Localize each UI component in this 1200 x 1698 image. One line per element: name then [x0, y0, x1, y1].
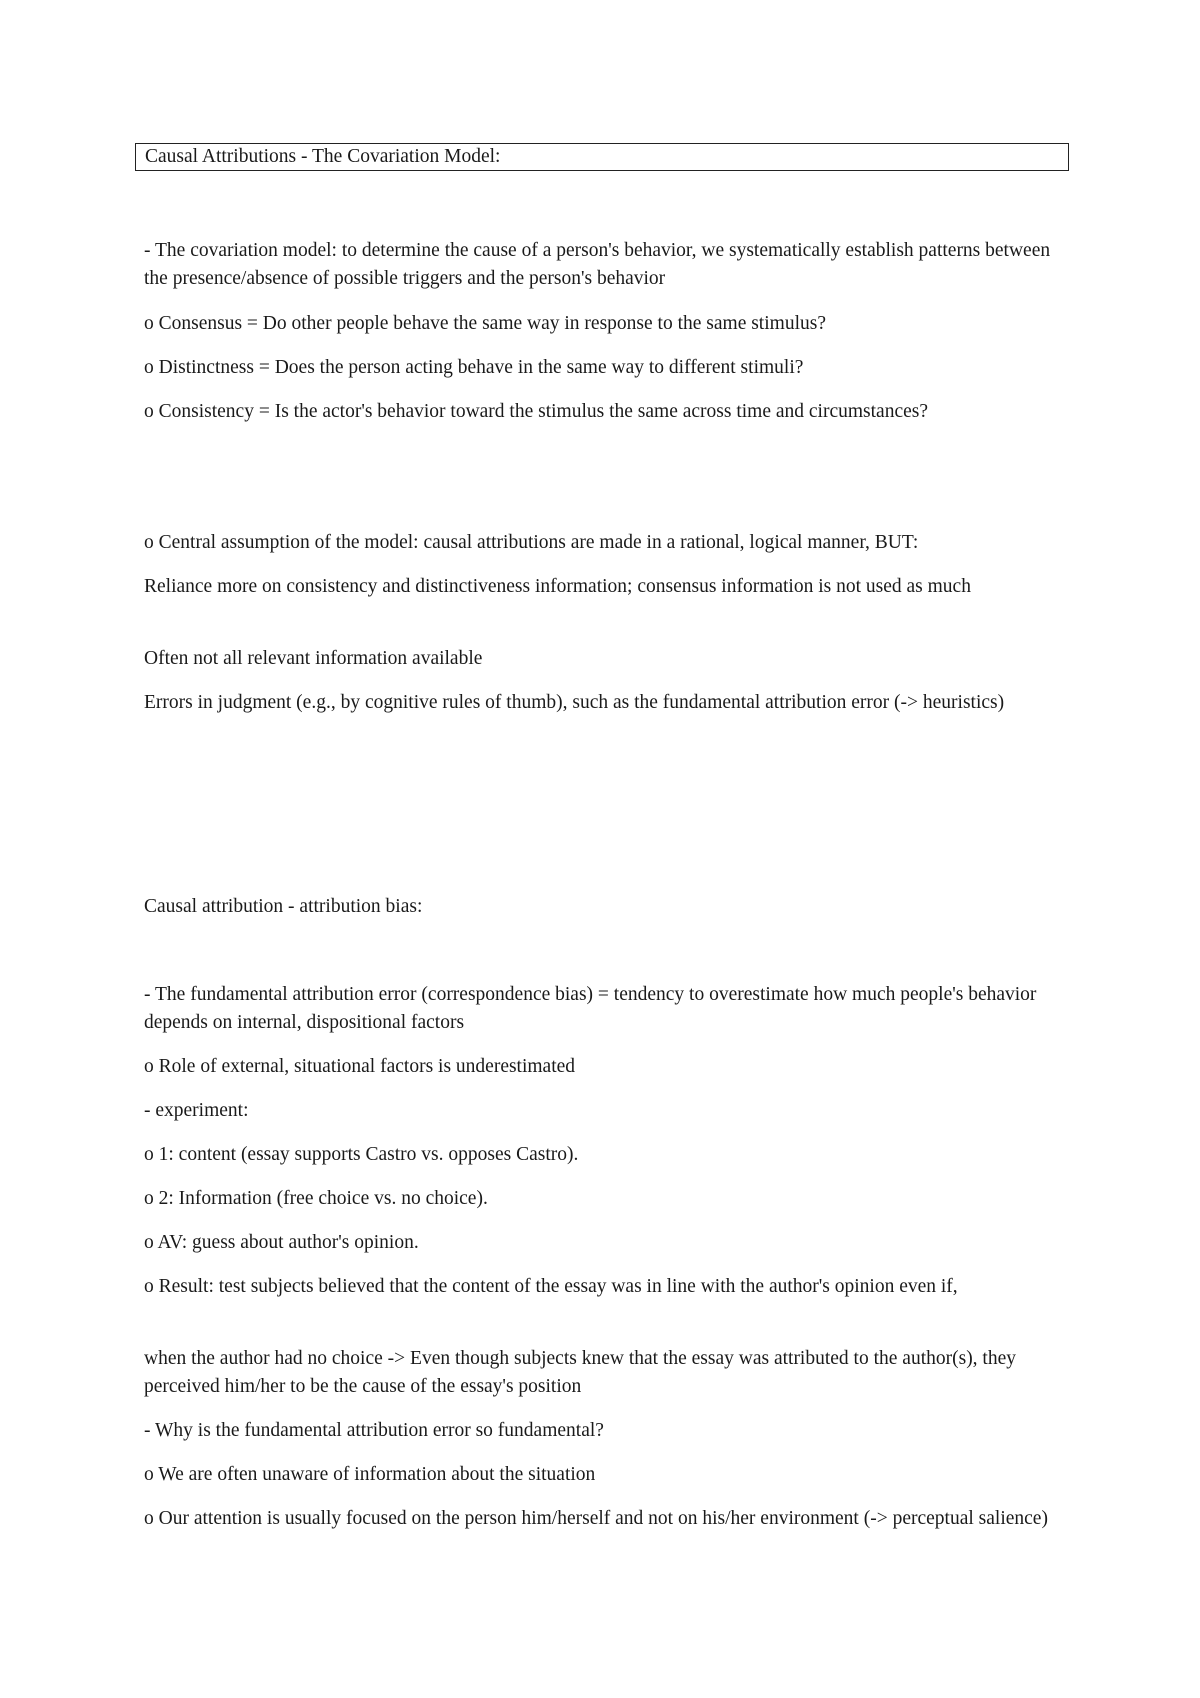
paragraph-fundamental-error: - The fundamental attribution error (correspondence bias) = tendency to overestimate how much people's behavior depends on internal, dispositional factors	[144, 984, 1037, 1033]
paragraph-consistency: o Consistency = Is the actor's behavior toward the stimulus the same across time and circumstances?	[144, 401, 929, 422]
paragraph-no-choice: when the author had no choice -> Even though subjects knew that the essay was attributed to the author(s), they perceived him/her to be the cause of the essay's position	[144, 1348, 1017, 1397]
paragraph-information: o 2: Information (free choice vs. no choice).	[144, 1188, 488, 1209]
section-heading-attribution-bias: Causal attribution - attribution bias:	[144, 896, 423, 917]
paragraph-result: o Result: test subjects believed that the content of the essay was in line with the author's opinion even if,	[144, 1276, 958, 1297]
paragraph-not-all-info: Often not all relevant information available	[144, 648, 483, 669]
paragraph-distinctness: o Distinctness = Does the person acting behave in the same way to different stimuli?	[144, 357, 804, 378]
paragraph-av: o AV: guess about author's opinion.	[144, 1232, 419, 1253]
paragraph-role-external: o Role of external, situational factors is underestimated	[144, 1056, 576, 1077]
paragraph-why-fundamental: - Why is the fundamental attribution error so fundamental?	[144, 1420, 604, 1441]
paragraph-reliance: Reliance more on consistency and distinctiveness information; consensus information is not used as much	[144, 576, 971, 597]
paragraph-attention-focus: o Our attention is usually focused on the person him/herself and not on his/her environment (-> perceptual salience)	[144, 1508, 1048, 1529]
paragraph-covariation-definition: - The covariation model: to determine the cause of a person's behavior, we systematically establish patterns between the presence/absence of possible triggers and the person's behavior	[144, 240, 1051, 289]
paragraph-consensus: o Consensus = Do other people behave the same way in response to the same stimulus?	[144, 313, 826, 334]
section-heading-covariation-model: Causal Attributions - The Covariation Model:	[135, 143, 1069, 171]
paragraph-errors-in-judgment: Errors in judgment (e.g., by cognitive rules of thumb), such as the fundamental attribution error (-> heuristics)	[144, 692, 1005, 713]
paragraph-unaware: o We are often unaware of information about the situation	[144, 1464, 596, 1485]
paragraph-central-assumption: o Central assumption of the model: causal attributions are made in a rational, logical manner, BUT:	[144, 532, 919, 553]
paragraph-experiment: - experiment:	[144, 1100, 249, 1121]
paragraph-content: o 1: content (essay supports Castro vs. opposes Castro).	[144, 1144, 579, 1165]
